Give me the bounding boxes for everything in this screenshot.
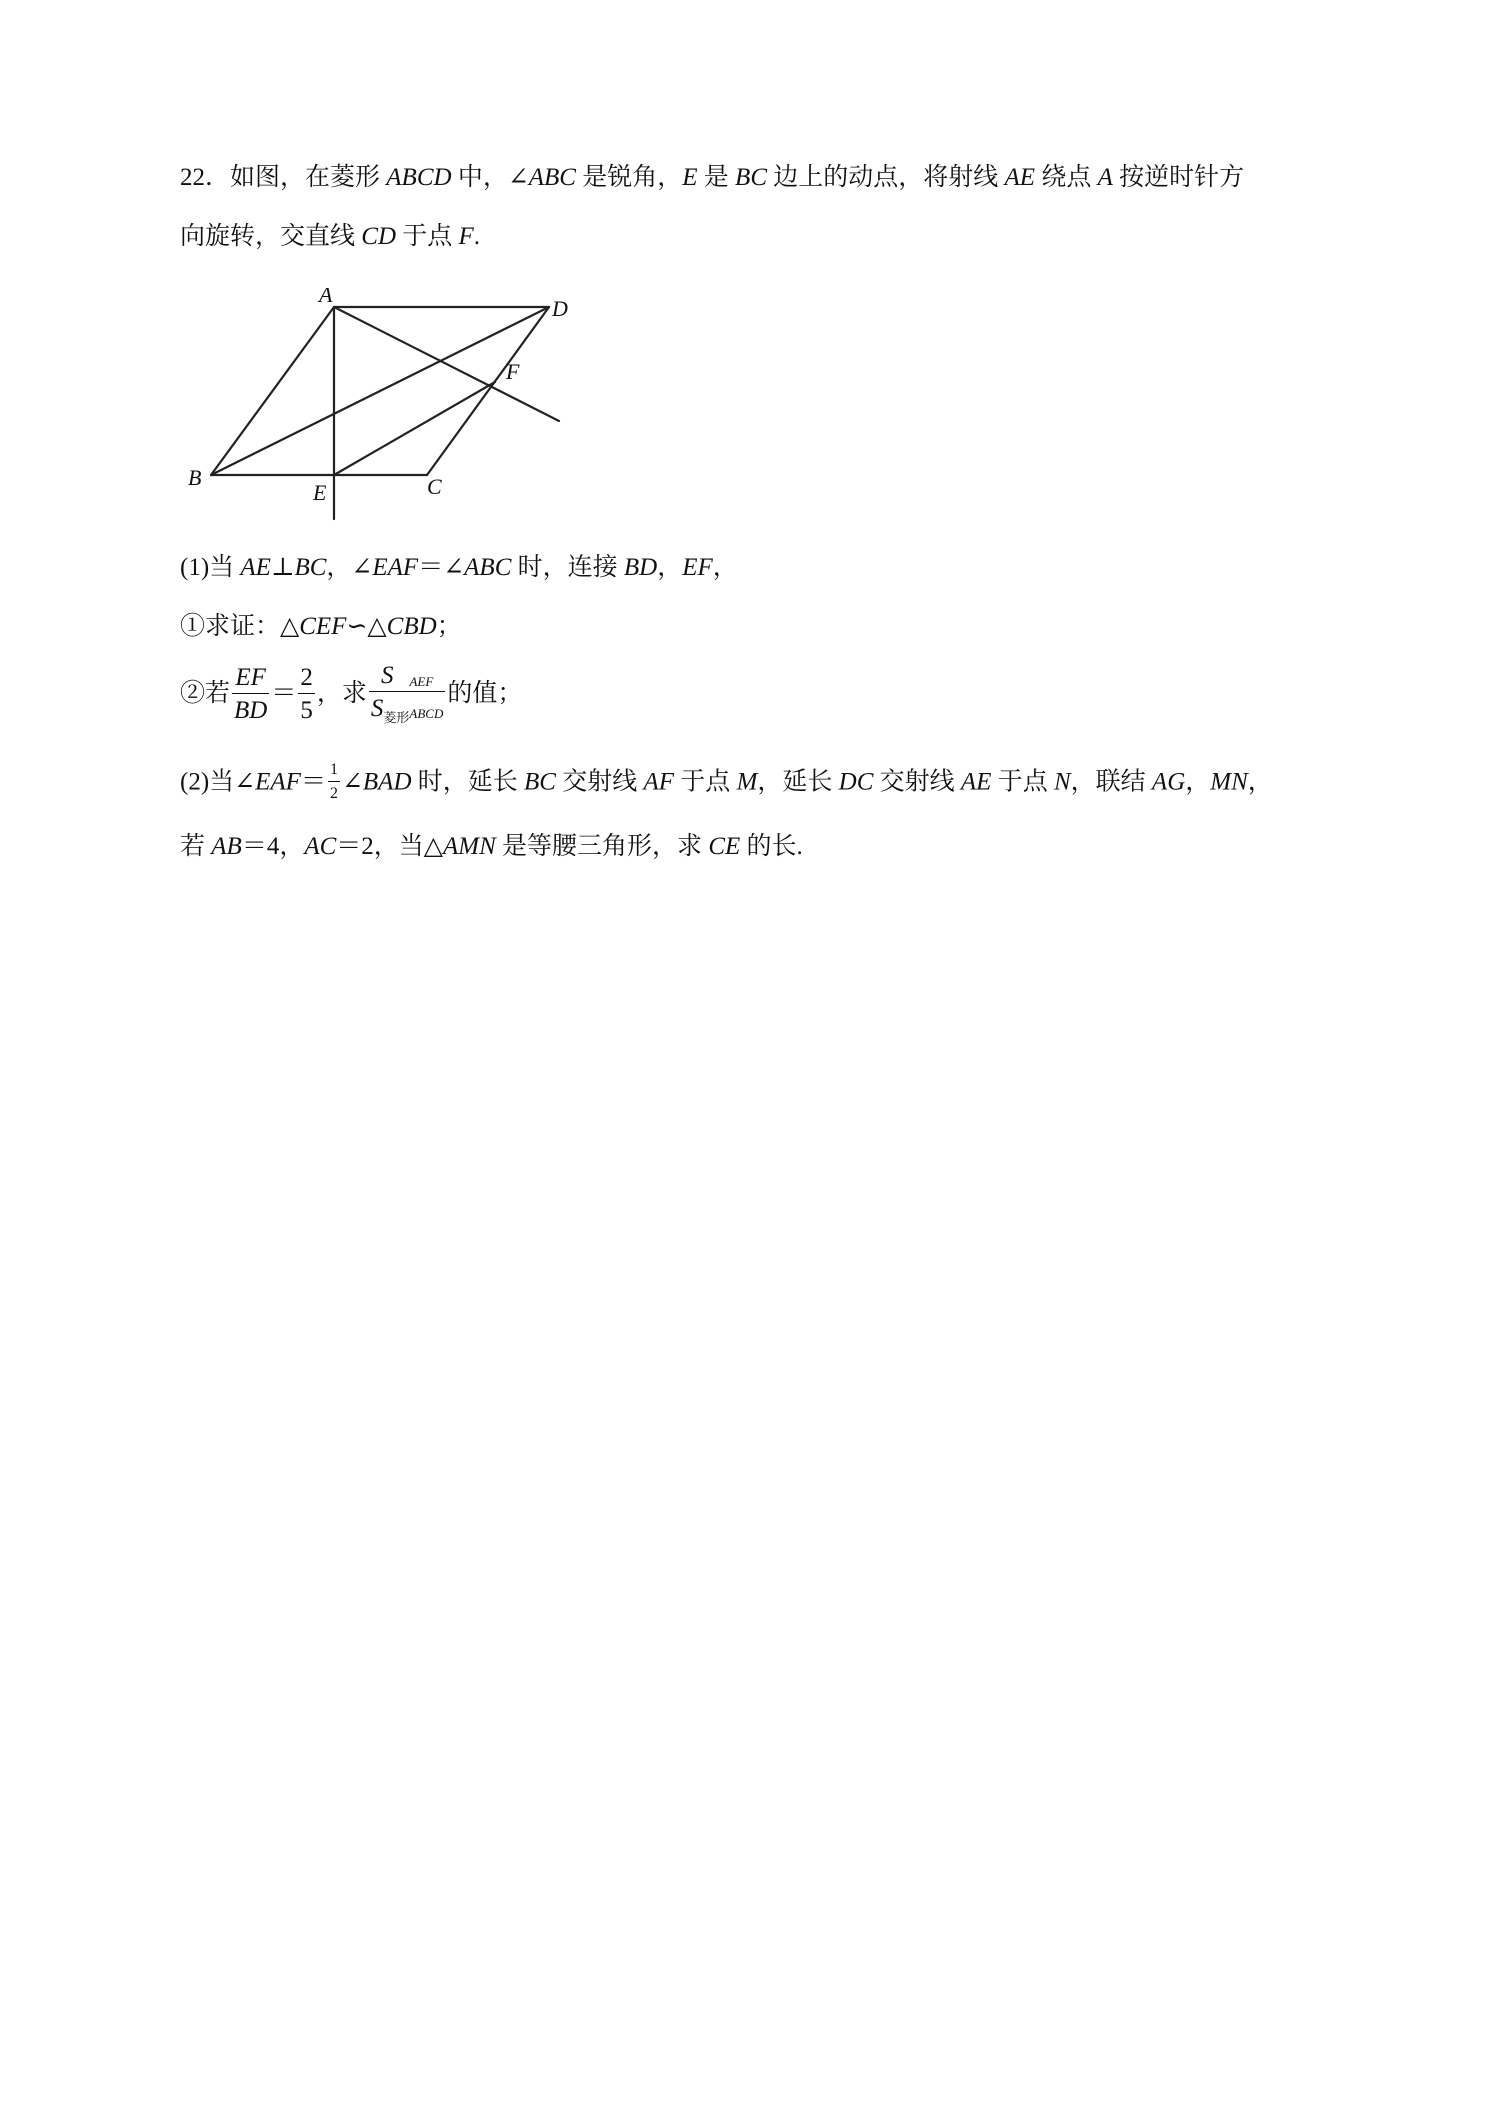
label-B: B bbox=[188, 465, 202, 490]
fraction-two-fifths: $\frac{2}{5}$ bbox=[300, 663, 313, 724]
label-F: F bbox=[506, 359, 520, 384]
fraction-area-ratio: $\frac{\text{S AEF}}{S_{菱形}ABCD}$ bbox=[370, 662, 444, 725]
label-D: D bbox=[552, 296, 568, 321]
part1-sub1: ①求证：△CEF∽△CBD； bbox=[180, 613, 462, 640]
segment-EF bbox=[334, 382, 495, 475]
fraction-one-half: $\frac{1}{2}$ bbox=[329, 761, 338, 802]
problem-number: 22． bbox=[180, 164, 231, 191]
segment-CD bbox=[427, 307, 549, 475]
label-E: E bbox=[313, 480, 327, 505]
label-C: C bbox=[427, 474, 442, 499]
rhombus-figure bbox=[185, 288, 585, 528]
segment-AB bbox=[211, 307, 334, 475]
ray-AF bbox=[334, 307, 559, 421]
problem-stem-line-2: 向旋转，交直线 CD 于点 F. bbox=[180, 223, 481, 250]
part2-line-2: 若 AB＝4，AC＝2，当△AMN 是等腰三角形，求 CE 的长. bbox=[180, 833, 803, 860]
fraction-EF-over-BD: $\frac{EF}{BD}$ bbox=[234, 663, 268, 724]
part1-intro: (1)当 AE⊥BC，∠EAF＝∠ABC 时，连接 BD，EF， bbox=[180, 554, 738, 581]
label-A: A bbox=[319, 288, 333, 307]
part1-sub2: ②若 $\frac{EF}{BD}$ ＝ $\frac{2}{5}$ ，求 $\frac{\text{S AEF}}{S_{菱形}ABCD}$ 的值； bbox=[180, 662, 523, 725]
part2-line-1: (2)当∠EAF＝ $\frac{1}{2}$ ∠BAD 时，延长 BC 交射线 AF 于点 M，延长 DC 交射线 AE 于点 N，联结 AG，MN， bbox=[180, 761, 1273, 802]
problem-stem-line-1: 22．如图，在菱形 ABCD 中，∠ABC 是锐角，E 是 BC 边上的动点，将射线 AE 绕点 A 按逆时针方 bbox=[180, 164, 1245, 191]
